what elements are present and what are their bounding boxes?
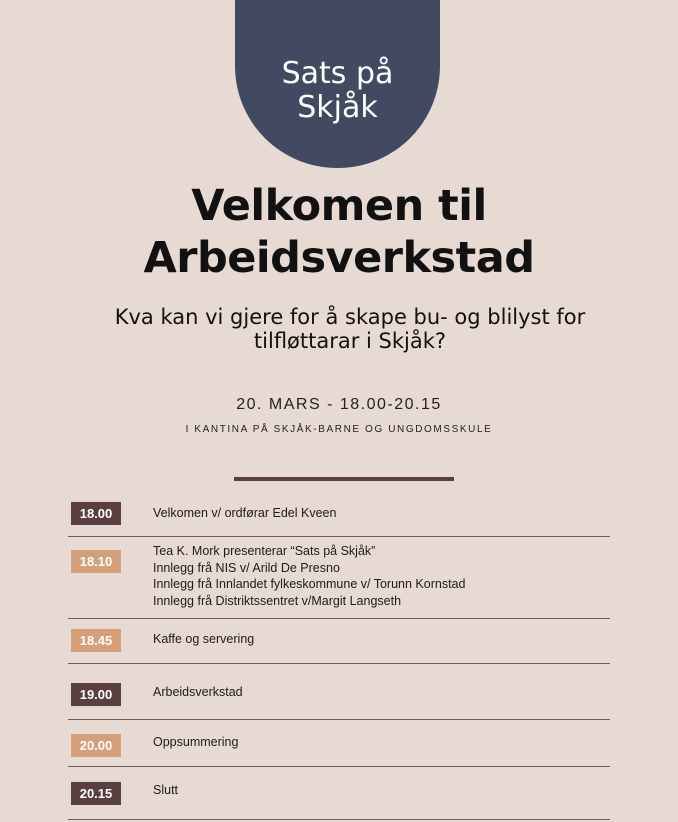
event-date: 20. MARS - 18.00-20.15 bbox=[236, 396, 442, 413]
program-line: Oppsummering bbox=[153, 735, 239, 749]
program-line: Velkomen v/ ordførar Edel Kveen bbox=[153, 506, 337, 520]
sats-pa-skjak-badge bbox=[235, 0, 440, 168]
program-description bbox=[153, 684, 243, 701]
program-line: Innlegg frå Distriktssentret v/Margit Langseth bbox=[153, 593, 402, 608]
program-row bbox=[68, 767, 610, 820]
section-divider bbox=[234, 477, 454, 481]
time-badge: 18.45 bbox=[71, 629, 121, 652]
program-row bbox=[68, 720, 610, 767]
program-description bbox=[153, 734, 238, 751]
program-line: Kaffe og servering bbox=[153, 632, 255, 646]
program-line: Innlegg frå NIS v/ Arild De Presno bbox=[153, 560, 340, 575]
program-description bbox=[153, 543, 465, 609]
title-line-1: Velkomen til bbox=[191, 181, 487, 231]
subtitle-line-2: tilfløttarar i Skjåk? bbox=[253, 329, 447, 353]
badge-line-1: Sats på bbox=[281, 56, 394, 91]
title-line-2: Arbeidsverkstad bbox=[143, 233, 535, 283]
program-schedule bbox=[68, 497, 610, 820]
time-badge: 19.00 bbox=[71, 683, 121, 706]
program-description bbox=[153, 782, 178, 799]
page-title bbox=[0, 180, 678, 284]
program-row bbox=[68, 664, 610, 720]
time-badge: 20.15 bbox=[71, 782, 121, 805]
subtitle bbox=[90, 305, 610, 353]
badge-text bbox=[268, 57, 408, 125]
badge-line-2: Skjåk bbox=[297, 90, 378, 125]
program-row bbox=[68, 497, 610, 537]
program-row bbox=[68, 537, 610, 619]
program-row bbox=[68, 619, 610, 664]
program-description bbox=[153, 631, 254, 648]
program-description bbox=[153, 505, 336, 522]
time-badge: 18.00 bbox=[71, 502, 121, 525]
subtitle-line-1: Kva kan vi gjere for å skape bu- og blilyst for bbox=[114, 305, 586, 329]
program-line: Arbeidsverkstad bbox=[153, 685, 243, 699]
program-line: Slutt bbox=[153, 783, 179, 797]
event-venue: I KANTINA PÅ SKJÅK-BARNE OG UNGDOMSSKULE bbox=[185, 424, 493, 435]
time-badge: 18.10 bbox=[71, 550, 121, 573]
time-badge: 20.00 bbox=[71, 734, 121, 757]
program-line: Tea K. Mork presenterar “Sats på Skjåk” bbox=[153, 544, 376, 558]
program-line: Innlegg frå Innlandet fylkeskommune v/ Torunn Kornstad bbox=[153, 577, 466, 591]
